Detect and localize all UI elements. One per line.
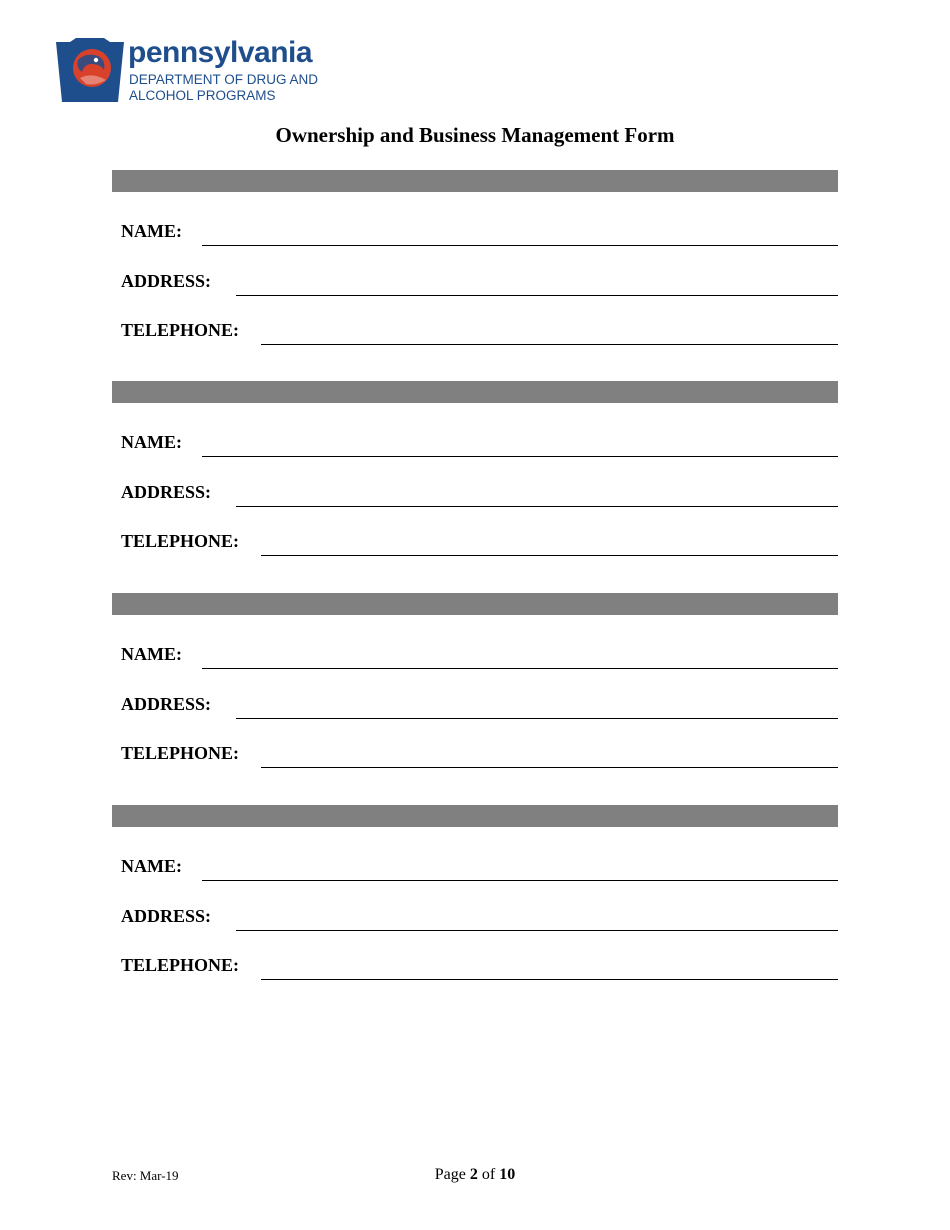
section-header-bar — [112, 381, 838, 403]
name-input-line[interactable] — [202, 668, 838, 669]
page-title: Ownership and Business Management Form — [275, 123, 675, 147]
brand-name: pennsylvania — [128, 36, 313, 69]
section-header-bar — [112, 805, 838, 827]
telephone-field-row — [112, 950, 838, 980]
name-label: NAME: — [121, 856, 182, 876]
address-field-row — [112, 266, 838, 296]
name-field-row — [112, 851, 838, 881]
address-field-row — [112, 477, 838, 507]
keystone-phoenix-icon — [56, 38, 124, 102]
address-field-row — [112, 901, 838, 931]
name-label: NAME: — [121, 432, 182, 452]
telephone-input-line[interactable] — [261, 555, 838, 556]
telephone-label: TELEPHONE: — [121, 531, 240, 551]
address-field-row — [112, 689, 838, 719]
telephone-label: TELEPHONE: — [121, 955, 240, 975]
section-header-bar — [112, 593, 838, 615]
address-input-line[interactable] — [236, 718, 838, 719]
name-field-row — [112, 639, 838, 669]
section-header-bar — [112, 170, 838, 192]
department-name — [129, 72, 318, 104]
telephone-label: TELEPHONE: — [121, 743, 240, 763]
department-line-1: DEPARTMENT OF DRUG AND — [129, 72, 319, 87]
address-label: ADDRESS: — [121, 694, 212, 714]
address-input-line[interactable] — [236, 506, 838, 507]
owner-section-2 — [112, 381, 838, 571]
telephone-label: TELEPHONE: — [121, 320, 240, 340]
owner-section-3 — [112, 593, 838, 783]
name-field-row — [112, 427, 838, 457]
address-label: ADDRESS: — [121, 271, 212, 291]
total-pages: 10 — [499, 1166, 516, 1183]
page-number — [0, 1165, 950, 1185]
name-input-line[interactable] — [202, 456, 838, 457]
name-input-line[interactable] — [202, 245, 838, 246]
owner-section-1 — [112, 170, 838, 360]
address-input-line[interactable] — [236, 930, 838, 931]
name-label: NAME: — [121, 221, 182, 241]
name-input-line[interactable] — [202, 880, 838, 881]
telephone-input-line[interactable] — [261, 767, 838, 768]
telephone-field-row — [112, 315, 838, 345]
telephone-input-line[interactable] — [261, 344, 838, 345]
page-prefix: Page — [434, 1166, 466, 1183]
page-of: of — [481, 1166, 496, 1183]
name-label: NAME: — [121, 644, 182, 664]
department-line-2: ALCOHOL PROGRAMS — [129, 88, 276, 103]
current-page: 2 — [469, 1166, 478, 1183]
address-label: ADDRESS: — [121, 482, 212, 502]
telephone-field-row — [112, 738, 838, 768]
telephone-field-row — [112, 526, 838, 556]
department-logo — [56, 38, 336, 106]
revision-date: Rev: Mar-19 — [112, 1168, 179, 1183]
address-label: ADDRESS: — [121, 906, 212, 926]
address-input-line[interactable] — [236, 295, 838, 296]
name-field-row — [112, 216, 838, 246]
owner-section-4 — [112, 805, 838, 995]
telephone-input-line[interactable] — [261, 979, 838, 980]
